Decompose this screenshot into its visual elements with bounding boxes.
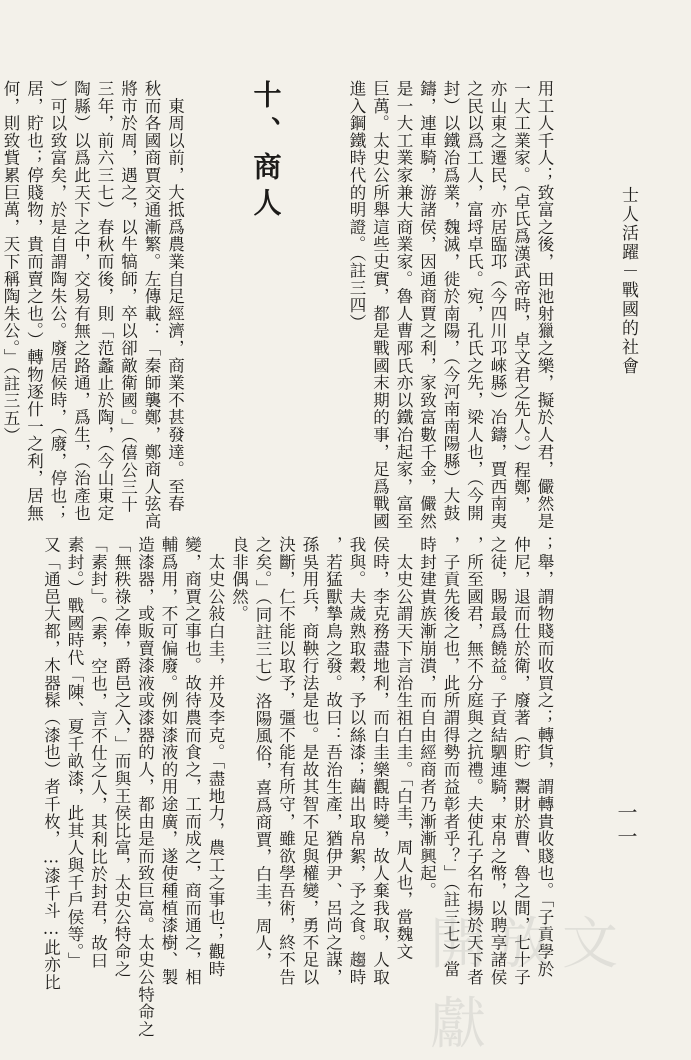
text-column: 亦山東之遷民，亦居臨邛（今四川邛崍縣）冶鑄，賈西南夷 xyxy=(488,80,507,530)
text-column: 用工人千人；致富之後，田池射獵之樂，擬於人君，儼然是 xyxy=(535,80,554,530)
text-column: ；舉，謂物賤而收買之；轉貨，謂轉貴收賤也。「子貢學於 xyxy=(535,536,554,978)
text-column: 是一大工業家兼大商業家。魯人曹邴氏亦以鐵冶起家，富至 xyxy=(394,80,413,530)
text-column: 居，貯也；停賤物，貴而賣之也。）轉物逐什一之利，居無 xyxy=(24,80,44,522)
text-column: 東周以前，大抵爲農業自足經濟，商業不甚發達。至春 xyxy=(165,80,185,513)
text-column: ，若猛獸摯鳥之發。故曰：吾治生產，猶伊尹、呂尚之謀， xyxy=(323,536,343,986)
text-column: 一大工業家。（卓氏爲漢武帝時，卓文君之先人。）程鄭， xyxy=(511,80,531,514)
text-column: 秋而各國商賈交通漸繁。左傳載：「秦師襲鄭，鄭商人弦高 xyxy=(142,80,161,530)
text-column: 太史公謂天下言治生祖白圭。「白圭，周人也，當魏文 xyxy=(394,536,413,961)
text-column: 封）以鐵冶爲業，魏滅，徙於南陽，（今河南南陽縣）大鼓 xyxy=(441,80,460,522)
text-column: 決斷，仁不能以取予，彊不能有所守，雖欲學吾術，終不告 xyxy=(276,536,296,986)
text-column: 輔爲用，不可偏廢。例如漆液的用途廣，遂使種植漆樹、製 xyxy=(159,536,178,986)
text-column: 良非偶然。 xyxy=(229,536,249,623)
text-column: 變，商賈之事也。故待農而食之，工而成之，商而通之，相 xyxy=(182,536,202,986)
text-column: 巨萬。太史公所舉這些史實，都是戰國末期的事，足爲戰國 xyxy=(370,80,390,530)
text-column: 進入鋼鐵時代的明證。（註三四） xyxy=(347,80,366,332)
text-column: 三年，前六三七）春秋而後，則「范蠡止於陶，（今山東定 xyxy=(95,80,114,522)
text-column: ，所至國君，無不分庭與之抗禮。夫使孔子名布揚於天下者 xyxy=(464,536,484,986)
text-column: ，子貢先後之也，此所謂得勢而益彰者乎？」（註三七）當 xyxy=(441,536,460,978)
text-column: 「無秩祿之俸，爵邑之入，」而與王侯比富，太史公特命之 xyxy=(112,536,131,978)
text-column: 將市於周，遇之，以牛犒師，卒以卻敵衛國。」（僖公三十 xyxy=(118,80,138,514)
text-column: 侯時，李克務盡地利，而白圭樂觀時變，故人棄我取，人取 xyxy=(370,536,390,986)
upper-paragraph-before xyxy=(345,80,557,530)
section-title: 十、商人 xyxy=(249,80,283,224)
upper-text-block xyxy=(0,80,603,530)
text-column: 又「通邑大都，木器髹（漆也）者千枚，…漆千斗…此亦比 xyxy=(41,536,61,991)
text-column: 仲尼，退而仕於衛，廢著（貯）鬻財於曹、魯之間，七十子 xyxy=(511,536,531,986)
text-column: 我與。夫歲熟取穀，予以絲漆；繭出取帛絮，予之食。趨時 xyxy=(347,536,366,986)
page-number: 一一 xyxy=(614,802,638,850)
text-column: 之徒，賜最爲饒益。子貢結駟連騎，束帛之幣，以聘享諸侯 xyxy=(488,536,507,986)
watermark-stamp: 開放文獻 xyxy=(430,912,628,1057)
text-column: 時封建貴族漸崩潰，而自由經商者乃漸漸興起。 xyxy=(417,536,437,900)
upper-paragraph-after xyxy=(0,80,187,530)
text-column: 鑄，連車騎，游諸侯，因通商賈之利，家致富數千金，儼然 xyxy=(417,80,437,530)
text-column: 孫吳用兵，商鞅行法是也。是故其智不足與權變，勇不足以 xyxy=(300,536,319,986)
text-column: 之民以爲工人，富埒卓氏。宛，孔氏之先，梁人也，（今開 xyxy=(464,80,484,522)
text-column: 素封。）戰國時代「陳、夏千畝漆，此其人與千戶侯等。」 xyxy=(65,536,84,970)
text-column: 太史公敍白圭，并及李克。「盡地力，農工之事也；觀時 xyxy=(206,536,225,978)
text-column: 「素封」。（素，空也，言不仕之人，其利比於封君，故曰 xyxy=(88,536,108,970)
text-column: 何，則致貲累巨萬，天下稱陶朱公。」（註三五） xyxy=(1,80,20,445)
text-column: ）可以致富矣，於是自謂陶朱公。廢居候時，（廢，停也； xyxy=(48,80,67,522)
running-head: 士人活躍－戰國的社會 xyxy=(618,186,638,376)
text-column: 造漆器，或販賣漆液或漆器的人，都由是而致巨富。太史公特命之 xyxy=(135,536,155,1038)
text-column: 之矣。」（同註三七）洛陽風俗，喜爲商賈，白圭，周人， xyxy=(253,536,272,970)
text-column: 陶縣）以爲此天下之中，交易有無之路通，爲生，（治產也 xyxy=(71,80,91,522)
